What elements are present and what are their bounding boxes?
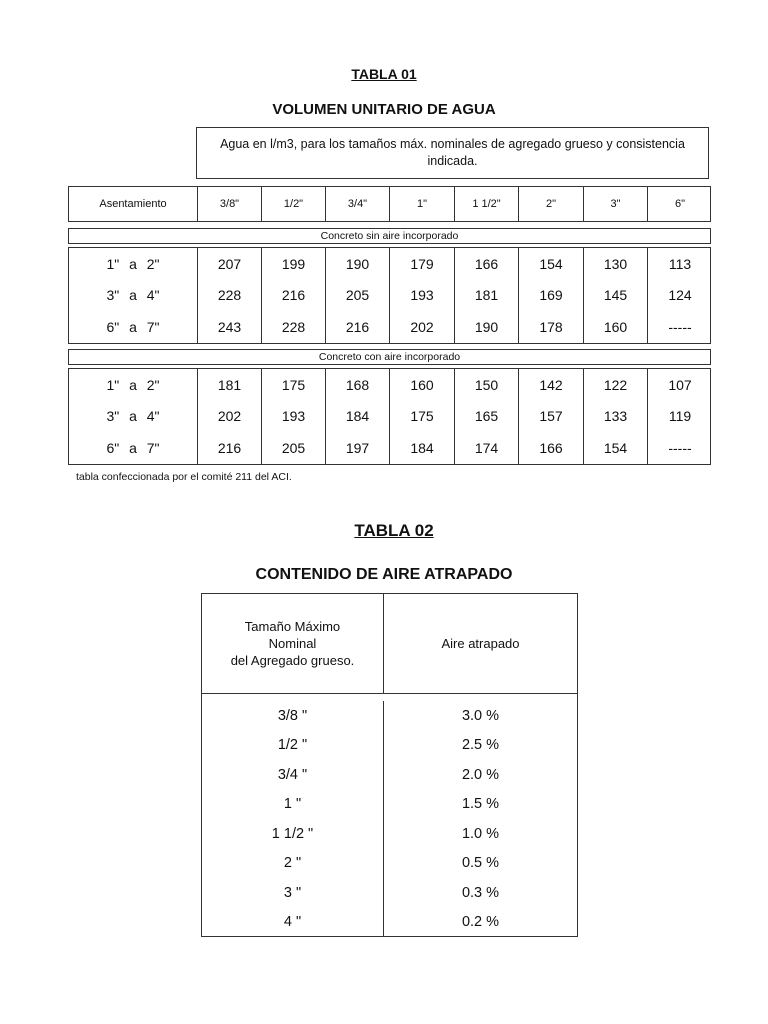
tabla01-footnote: tabla confeccionada por el comité 211 del ACI. [76,471,292,483]
aire-cell: 0.3 % [461,884,500,901]
table-cell: 202 [217,408,242,425]
asentamiento-cell: 6" a 7" [106,440,160,457]
table-cell: 154 [603,440,628,457]
asentamiento-cell: 3" a 4" [106,287,160,304]
tabla02-title: CONTENIDO DE AIRE ATRAPADO [255,566,513,583]
tabla01-title: VOLUMEN UNITARIO DE AGUA [272,101,496,118]
value-column [518,248,583,343]
table-cell: 157 [539,408,563,425]
table-cell: ----- [668,319,692,336]
asentamiento-cell: 1" a 2" [106,255,160,272]
table-cell: 207 [217,255,242,272]
table-cell: 216 [217,440,242,457]
table-cell: 190 [345,255,370,272]
table-cell: 193 [410,287,434,304]
table-cell: 181 [217,376,242,393]
tamano-cell: 3/4 " [277,766,308,783]
tabla01-description: Agua en l/m3, para los tamaños máx. nominales de agregado grueso y consistencia indicada. [196,127,709,179]
value-column [389,248,454,343]
aire-cell: 2.5 % [461,737,500,754]
header-tamano-line: Nominal [268,636,317,651]
table-cell: 216 [281,287,306,304]
header-cell: Asentamiento [99,198,167,210]
asentamiento-cell: 1" a 2" [106,376,160,393]
tabla02-label: TABLA 02 [354,521,434,540]
table-cell: ----- [668,440,692,457]
value-column [197,248,261,343]
table-cell: 181 [474,287,499,304]
table-cell: 175 [281,376,306,393]
header-cell: 3/8" [197,187,261,221]
table-cell: 119 [668,408,692,425]
table-cell: 168 [345,376,370,393]
table-cell: 178 [539,319,563,336]
table-cell: 154 [539,255,563,272]
tamano-cell: 1/2 " [277,737,308,754]
table-cell: 228 [217,287,242,304]
value-column [647,248,712,343]
table-cell: 190 [474,319,499,336]
tamano-cell: 3/8 " [277,707,308,724]
tabla01-label: TABLA 01 [351,66,417,82]
table-cell: 175 [410,408,434,425]
value-column [197,369,261,464]
tabla02-body [202,694,577,937]
table-cell: 124 [668,287,692,304]
header-cell: 3/4" [325,187,389,221]
table-cell: 142 [539,376,563,393]
tabla02-column-tamano [202,701,384,937]
table-cell: 199 [281,255,306,272]
table-cell: 113 [668,255,692,272]
tabla02-column-aire [384,701,577,937]
value-column [454,248,518,343]
table-cell: 184 [345,408,370,425]
header-cell: 1 1/2" [454,187,518,221]
table-cell: 166 [474,255,499,272]
table-cell: 165 [474,408,499,425]
asentamiento-column [69,248,197,343]
section-label-con-aire: Concreto con aire incorporado [68,349,711,365]
tabla02-header-row [202,594,577,694]
tamano-cell: 1 " [283,796,302,813]
tabla01-section-sin-aire [68,247,711,344]
header-cell: 2" [518,187,583,221]
table-cell: 160 [603,319,628,336]
table-cell: 193 [281,408,306,425]
tabla02-table [201,593,578,937]
value-column [454,369,518,464]
aire-cell: 3.0 % [461,707,500,724]
table-cell: 122 [603,376,628,393]
header-tamano [202,594,384,693]
tamano-cell: 3 " [283,884,302,901]
value-column [647,369,712,464]
header-tamano-line: Tamaño Máximo [244,619,341,634]
aire-cell: 1.0 % [461,825,500,842]
aire-cell: 0.2 % [461,914,500,931]
table-cell: 197 [345,440,370,457]
section-label-sin-aire: Concreto sin aire incorporado [68,228,711,244]
value-column [261,248,325,343]
tamano-cell: 2 " [283,855,302,872]
table-cell: 228 [281,319,306,336]
tamano-cell: 4 " [283,914,302,931]
header-cell: 3" [583,187,647,221]
aire-cell: 2.0 % [461,766,500,783]
aire-cell: 1.5 % [461,796,500,813]
asentamiento-cell: 3" a 4" [106,408,160,425]
table-cell: 169 [539,287,563,304]
table-cell: 205 [281,440,306,457]
table-cell: 202 [410,319,434,336]
tamano-cell: 1 1/2 " [271,825,314,842]
header-cell: 1/2" [261,187,325,221]
header-cell: 6" [647,187,712,221]
table-cell: 174 [474,440,499,457]
value-column [518,369,583,464]
table-cell: 216 [345,319,370,336]
table-cell: 179 [410,255,434,272]
table-cell: 243 [217,319,242,336]
table-cell: 133 [603,408,628,425]
value-column [583,369,647,464]
header-aire: Aire atrapado [441,636,520,651]
table-cell: 166 [539,440,563,457]
value-column [325,248,389,343]
table-cell: 150 [474,376,499,393]
header-tamano-line: del Agregado grueso. [230,653,355,668]
table-cell: 160 [410,376,434,393]
aire-cell: 0.5 % [461,855,500,872]
table-cell: 145 [603,287,628,304]
asentamiento-column [69,369,197,464]
header-cell: 1" [389,187,454,221]
asentamiento-cell: 6" a 7" [106,319,160,336]
value-column [389,369,454,464]
table-cell: 205 [345,287,370,304]
tabla01-header-row [68,186,711,222]
tabla01-section-con-aire [68,368,711,465]
value-column [583,248,647,343]
value-column [325,369,389,464]
table-cell: 107 [668,376,692,393]
table-cell: 130 [603,255,628,272]
value-column [261,369,325,464]
table-cell: 184 [410,440,434,457]
